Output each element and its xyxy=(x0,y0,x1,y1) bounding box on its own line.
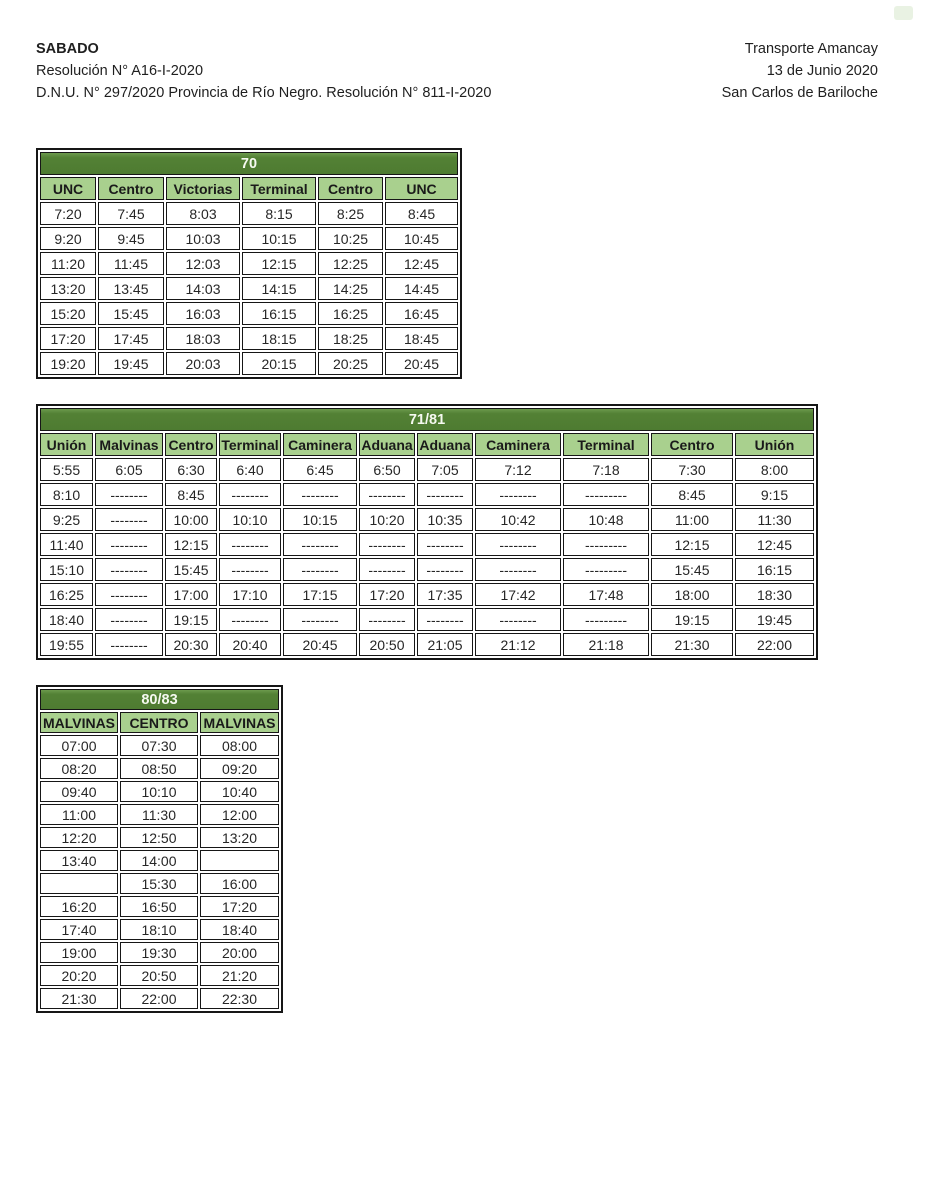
time-cell: 17:10 xyxy=(219,583,281,606)
time-cell: 10:20 xyxy=(359,508,415,531)
time-cell: 7:18 xyxy=(563,458,649,481)
document-header xyxy=(36,38,878,104)
column-header: Unión xyxy=(40,433,93,456)
no-service-cell: -------- xyxy=(219,533,281,556)
time-cell: 12:20 xyxy=(40,827,118,848)
no-service-cell: -------- xyxy=(95,558,163,581)
time-cell: 10:42 xyxy=(475,508,561,531)
time-cell: 12:00 xyxy=(200,804,279,825)
column-header-row xyxy=(40,712,279,733)
time-cell: 20:00 xyxy=(200,942,279,963)
time-cell: 09:20 xyxy=(200,758,279,779)
time-cell: 12:15 xyxy=(165,533,217,556)
time-cell: 5:55 xyxy=(40,458,93,481)
time-cell: 20:45 xyxy=(283,633,357,656)
column-header: Caminera xyxy=(475,433,561,456)
time-cell: 6:30 xyxy=(165,458,217,481)
time-cell: 10:15 xyxy=(242,227,316,250)
header-left-block xyxy=(36,38,491,104)
no-service-cell: -------- xyxy=(417,608,473,631)
route-80-83-table-block xyxy=(36,685,878,1013)
column-header: UNC xyxy=(40,177,96,200)
table-row xyxy=(40,942,279,963)
table-row xyxy=(40,608,814,631)
column-header-row xyxy=(40,177,458,200)
time-cell: 18:10 xyxy=(120,919,198,940)
time-cell: 11:30 xyxy=(735,508,814,531)
no-service-cell: -------- xyxy=(475,608,561,631)
time-cell: 10:03 xyxy=(166,227,240,250)
time-cell: 10:45 xyxy=(385,227,458,250)
time-cell: 15:30 xyxy=(120,873,198,894)
table-row xyxy=(40,352,458,375)
table-row xyxy=(40,988,279,1009)
city-name: San Carlos de Bariloche xyxy=(721,85,878,101)
no-service-cell: -------- xyxy=(283,608,357,631)
time-cell: 8:03 xyxy=(166,202,240,225)
time-cell: 17:20 xyxy=(359,583,415,606)
time-cell: 18:00 xyxy=(651,583,733,606)
time-cell: 17:42 xyxy=(475,583,561,606)
table-row xyxy=(40,227,458,250)
time-cell: 20:50 xyxy=(359,633,415,656)
time-cell: 7:45 xyxy=(98,202,164,225)
time-cell: 13:45 xyxy=(98,277,164,300)
time-cell: 21:05 xyxy=(417,633,473,656)
time-cell: 19:15 xyxy=(651,608,733,631)
no-service-cell: -------- xyxy=(417,533,473,556)
no-service-cell: -------- xyxy=(283,558,357,581)
time-cell: 13:20 xyxy=(200,827,279,848)
time-cell: 22:00 xyxy=(735,633,814,656)
time-cell: 08:20 xyxy=(40,758,118,779)
time-cell: 19:45 xyxy=(98,352,164,375)
time-cell: 8:45 xyxy=(165,483,217,506)
time-cell: 16:50 xyxy=(120,896,198,917)
time-cell: 11:00 xyxy=(651,508,733,531)
table-row xyxy=(40,781,279,802)
time-cell: 14:00 xyxy=(120,850,198,871)
no-service-cell: -------- xyxy=(95,633,163,656)
time-cell: 20:15 xyxy=(242,352,316,375)
table-row xyxy=(40,583,814,606)
time-cell: 6:05 xyxy=(95,458,163,481)
time-cell: 17:20 xyxy=(40,327,96,350)
table-title: 70 xyxy=(40,152,458,175)
no-service-cell: -------- xyxy=(283,483,357,506)
time-cell: 16:20 xyxy=(40,896,118,917)
column-header: Aduana xyxy=(417,433,473,456)
time-cell: 10:25 xyxy=(318,227,383,250)
time-cell: 11:00 xyxy=(40,804,118,825)
no-service-cell: --------- xyxy=(563,608,649,631)
table-row xyxy=(40,850,279,871)
time-cell: 8:45 xyxy=(385,202,458,225)
column-header: MALVINAS xyxy=(200,712,279,733)
time-cell: 20:25 xyxy=(318,352,383,375)
time-cell: 14:15 xyxy=(242,277,316,300)
time-cell: 12:45 xyxy=(385,252,458,275)
time-cell: 7:20 xyxy=(40,202,96,225)
time-cell: 15:45 xyxy=(165,558,217,581)
column-header-row xyxy=(40,433,814,456)
time-cell: 9:20 xyxy=(40,227,96,250)
column-header: Malvinas xyxy=(95,433,163,456)
column-header: Caminera xyxy=(283,433,357,456)
time-cell: 14:03 xyxy=(166,277,240,300)
time-cell: 19:30 xyxy=(120,942,198,963)
time-cell: 14:25 xyxy=(318,277,383,300)
time-cell: 17:40 xyxy=(40,919,118,940)
time-cell: 16:03 xyxy=(166,302,240,325)
time-cell: 10:10 xyxy=(120,781,198,802)
route-71-81-table-block xyxy=(36,404,878,660)
column-header: Aduana xyxy=(359,433,415,456)
no-service-cell: -------- xyxy=(359,608,415,631)
time-cell: 22:00 xyxy=(120,988,198,1009)
time-cell: 17:35 xyxy=(417,583,473,606)
table-row xyxy=(40,483,814,506)
time-cell: 6:50 xyxy=(359,458,415,481)
time-cell: 17:20 xyxy=(200,896,279,917)
time-cell: 8:15 xyxy=(242,202,316,225)
time-cell: 22:30 xyxy=(200,988,279,1009)
no-service-cell: --------- xyxy=(563,483,649,506)
time-cell: 11:20 xyxy=(40,252,96,275)
no-service-cell: -------- xyxy=(359,483,415,506)
header-right-block xyxy=(722,38,878,104)
no-service-cell: -------- xyxy=(95,533,163,556)
table-row xyxy=(40,277,458,300)
time-cell: 20:50 xyxy=(120,965,198,986)
time-cell: 21:30 xyxy=(651,633,733,656)
time-cell: 10:10 xyxy=(219,508,281,531)
time-cell: 7:05 xyxy=(417,458,473,481)
time-cell: 18:45 xyxy=(385,327,458,350)
time-cell: 16:45 xyxy=(385,302,458,325)
no-service-cell: -------- xyxy=(95,508,163,531)
time-cell: 6:40 xyxy=(219,458,281,481)
time-cell: 9:45 xyxy=(98,227,164,250)
time-cell: 19:45 xyxy=(735,608,814,631)
time-cell: 16:25 xyxy=(40,583,93,606)
column-header: Centro xyxy=(98,177,164,200)
column-header: Unión xyxy=(735,433,814,456)
table-row xyxy=(40,252,458,275)
column-header: Victorias xyxy=(166,177,240,200)
time-cell: 18:40 xyxy=(40,608,93,631)
no-service-cell: -------- xyxy=(359,558,415,581)
time-cell: 11:30 xyxy=(120,804,198,825)
time-cell: 17:45 xyxy=(98,327,164,350)
column-header: MALVINAS xyxy=(40,712,118,733)
table-row xyxy=(40,896,279,917)
column-header: Centro xyxy=(651,433,733,456)
time-cell: 8:10 xyxy=(40,483,93,506)
company-name: Transporte Amancay xyxy=(744,41,878,57)
time-cell: 17:48 xyxy=(563,583,649,606)
time-cell: 9:15 xyxy=(735,483,814,506)
time-cell: 12:15 xyxy=(242,252,316,275)
dnu-line: D.N.U. N° 297/2020 Provincia de Río Negro. Resolución N° 811-I-2020 xyxy=(36,85,492,101)
no-service-cell: --------- xyxy=(563,533,649,556)
time-cell: 7:30 xyxy=(651,458,733,481)
time-cell: 10:00 xyxy=(165,508,217,531)
time-cell: 07:30 xyxy=(120,735,198,756)
no-service-cell: -------- xyxy=(219,483,281,506)
time-cell: 11:40 xyxy=(40,533,93,556)
time-cell: 09:40 xyxy=(40,781,118,802)
time-cell: 15:45 xyxy=(651,558,733,581)
table-row xyxy=(40,302,458,325)
no-service-cell: -------- xyxy=(219,608,281,631)
time-cell: 13:40 xyxy=(40,850,118,871)
table-row xyxy=(40,558,814,581)
time-cell: 12:45 xyxy=(735,533,814,556)
table-title: 71/81 xyxy=(40,408,814,431)
time-cell: 19:55 xyxy=(40,633,93,656)
no-service-cell: -------- xyxy=(475,533,561,556)
time-cell: 20:20 xyxy=(40,965,118,986)
time-cell: 7:12 xyxy=(475,458,561,481)
no-service-cell: -------- xyxy=(95,583,163,606)
no-service-cell: -------- xyxy=(475,558,561,581)
schedule-table xyxy=(36,404,818,660)
no-service-cell: -------- xyxy=(95,483,163,506)
no-service-cell: -------- xyxy=(95,608,163,631)
schedule-table xyxy=(36,685,283,1013)
table-row xyxy=(40,827,279,848)
time-cell: 12:25 xyxy=(318,252,383,275)
time-cell: 11:45 xyxy=(98,252,164,275)
time-cell: 17:15 xyxy=(283,583,357,606)
table-row xyxy=(40,508,814,531)
time-cell: 6:45 xyxy=(283,458,357,481)
time-cell: 10:48 xyxy=(563,508,649,531)
time-cell: 14:45 xyxy=(385,277,458,300)
no-service-cell: -------- xyxy=(283,533,357,556)
no-service-cell: -------- xyxy=(219,558,281,581)
table-row xyxy=(40,458,814,481)
time-cell: 19:15 xyxy=(165,608,217,631)
column-header: Terminal xyxy=(563,433,649,456)
schedule-table xyxy=(36,148,462,379)
corner-mark-icon xyxy=(894,6,913,20)
no-service-cell: -------- xyxy=(417,483,473,506)
time-cell: 19:20 xyxy=(40,352,96,375)
time-cell: 07:00 xyxy=(40,735,118,756)
time-cell: 18:40 xyxy=(200,919,279,940)
time-cell: 19:00 xyxy=(40,942,118,963)
time-cell: 21:30 xyxy=(40,988,118,1009)
table-row xyxy=(40,633,814,656)
time-cell: 9:25 xyxy=(40,508,93,531)
time-cell: 15:10 xyxy=(40,558,93,581)
table-row xyxy=(40,919,279,940)
column-header: Centro xyxy=(318,177,383,200)
schedule-date: 13 de Junio 2020 xyxy=(766,63,878,79)
blackout-cell xyxy=(200,850,279,871)
time-cell: 08:50 xyxy=(120,758,198,779)
time-cell: 20:30 xyxy=(165,633,217,656)
table-title-row xyxy=(40,152,458,175)
no-service-cell: -------- xyxy=(417,558,473,581)
no-service-cell: -------- xyxy=(475,483,561,506)
table-row xyxy=(40,873,279,894)
time-cell: 18:25 xyxy=(318,327,383,350)
time-cell: 12:15 xyxy=(651,533,733,556)
time-cell: 18:15 xyxy=(242,327,316,350)
table-row xyxy=(40,758,279,779)
time-cell: 13:20 xyxy=(40,277,96,300)
table-title-row xyxy=(40,408,814,431)
no-service-cell: --------- xyxy=(563,558,649,581)
time-cell: 16:15 xyxy=(735,558,814,581)
time-cell: 16:25 xyxy=(318,302,383,325)
time-cell: 18:30 xyxy=(735,583,814,606)
resolution-line: Resolución N° A16-I-2020 xyxy=(36,63,204,79)
time-cell: 10:40 xyxy=(200,781,279,802)
time-cell: 10:35 xyxy=(417,508,473,531)
time-cell: 8:25 xyxy=(318,202,383,225)
column-header: Centro xyxy=(165,433,217,456)
time-cell: 20:40 xyxy=(219,633,281,656)
time-cell: 21:18 xyxy=(563,633,649,656)
time-cell: 16:00 xyxy=(200,873,279,894)
time-cell: 16:15 xyxy=(242,302,316,325)
table-row xyxy=(40,804,279,825)
time-cell: 20:45 xyxy=(385,352,458,375)
time-cell: 8:00 xyxy=(735,458,814,481)
day-title: SABADO xyxy=(36,41,99,57)
time-cell: 8:45 xyxy=(651,483,733,506)
no-service-cell: -------- xyxy=(359,533,415,556)
time-cell: 21:20 xyxy=(200,965,279,986)
time-cell: 15:45 xyxy=(98,302,164,325)
time-cell: 12:50 xyxy=(120,827,198,848)
column-header: CENTRO xyxy=(120,712,198,733)
time-cell: 15:20 xyxy=(40,302,96,325)
time-cell: 17:00 xyxy=(165,583,217,606)
time-cell: 21:12 xyxy=(475,633,561,656)
time-cell: 18:03 xyxy=(166,327,240,350)
route-70-table-block xyxy=(36,148,878,379)
table-row xyxy=(40,533,814,556)
time-cell: 20:03 xyxy=(166,352,240,375)
table-title-row xyxy=(40,689,279,710)
table-row xyxy=(40,327,458,350)
table-title: 80/83 xyxy=(40,689,279,710)
time-cell: 10:15 xyxy=(283,508,357,531)
table-row xyxy=(40,735,279,756)
column-header: Terminal xyxy=(219,433,281,456)
column-header: UNC xyxy=(385,177,458,200)
table-row xyxy=(40,202,458,225)
blackout-cell xyxy=(40,873,118,894)
column-header: Terminal xyxy=(242,177,316,200)
table-row xyxy=(40,965,279,986)
time-cell: 12:03 xyxy=(166,252,240,275)
time-cell: 08:00 xyxy=(200,735,279,756)
